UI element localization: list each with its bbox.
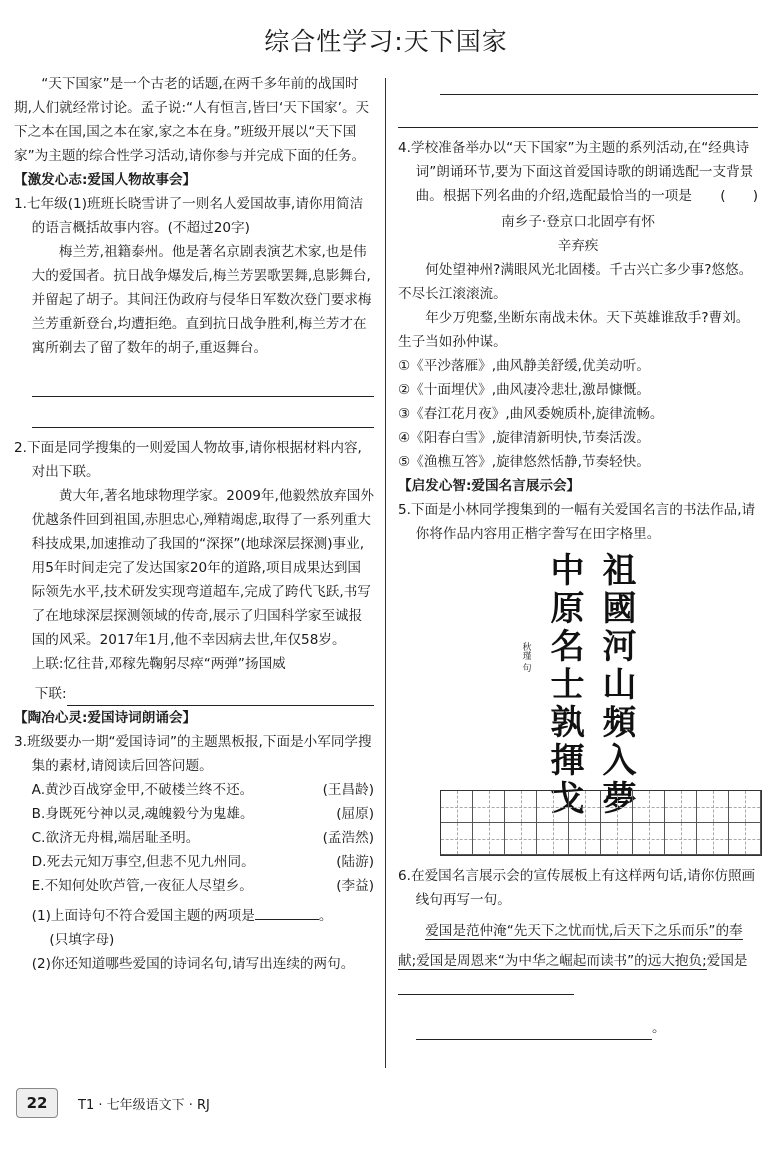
- music-option-4: ④《阳春白雪》,旋律清新明快,节奏活泼。: [398, 430, 650, 446]
- question-6-input-1[interactable]: [398, 978, 574, 995]
- couplet-upper: 上联:忆往昔,邓稼先鞠躬尽瘁“两弹”扬国威: [31, 656, 286, 672]
- question-6-line-2: 。: [398, 1016, 758, 1040]
- answer-line-q1-1[interactable]: [32, 374, 374, 397]
- question-6-input-2[interactable]: [416, 1021, 652, 1040]
- underlined-sentence-2: 爱国是周恩来“为中华之崛起而读书”的远大抱负;: [416, 953, 707, 969]
- poem-title: 南乡子·登京口北固亭有怀: [501, 214, 655, 230]
- question-4-answer-paren[interactable]: ( ): [720, 188, 758, 204]
- question-4: 4.学校准备举办以“天下国家”为主题的系列活动,在“经典诗词”朗诵环节,要为下面这首爱国诗歌的朗诵选配一支背景曲。根据下列名曲的介绍,选配最恰当的一项是 ( ): [398, 136, 758, 208]
- poem-option-c: C.欲济无舟楫,端居耻圣明。 (孟浩然): [31, 830, 374, 846]
- music-option-3: ③《春江花月夜》,曲风委婉质朴,旋律流畅。: [398, 406, 664, 422]
- underlined-sentence-1: 爱国是范仲淹“先天下之忧而忧,后天下之乐而乐”的奉献;: [398, 923, 743, 969]
- book-label: T1 · 七年级语文下 · RJ: [78, 1097, 210, 1113]
- page-title: 综合性学习:天下国家: [264, 27, 508, 56]
- question-6: 6.在爱国名言展示会的宣传展板上有这样两句话,请你仿照画线句再写一句。: [398, 868, 756, 908]
- intro-paragraph: “天下国家”是一个古老的话题,在两千多年前的战国时期,人们就经常讨论。孟子说:“人有恒言,皆曰‘天下国家’。天下之本在国,国之本在家,家之本在身。”班级开展以“天下国家”为主题的综合性学习活动,请你参与并完成下面的任务。: [14, 76, 370, 164]
- question-3-1-blank[interactable]: [255, 905, 319, 920]
- question-1: 1.七年级(1)班班长晓雪讲了一则名人爱国故事,请你用简洁的语言概括故事内容。(不超过20字): [14, 196, 364, 236]
- page-number: 22: [16, 1088, 58, 1118]
- left-column: [14, 72, 374, 976]
- answer-line-q3-2-2[interactable]: [398, 105, 758, 128]
- poem-author: 辛弃疾: [557, 238, 599, 254]
- column-divider: [385, 78, 386, 1068]
- music-option-5: ⑤《渔樵互答》,旋律悠然恬静,节奏轻快。: [398, 454, 650, 470]
- right-column: [398, 72, 758, 1040]
- section-heading-3: 【启发心智:爱国名言展示会】: [398, 478, 581, 494]
- calligraphy-column-left: 中 原 名 士 孰 揮 戈: [550, 551, 585, 819]
- poem-stanza-1: 何处望神州?满眼风光北固楼。千古兴亡多少事?悠悠。不尽长江滚滚流。: [398, 262, 753, 302]
- answer-line-q3-2-1[interactable]: [440, 72, 758, 95]
- tianzige-writing-grid[interactable]: [440, 790, 762, 856]
- music-option-2: ②《十面埋伏》,曲风凄冷悲壮,激昂慷慨。: [398, 382, 650, 398]
- poem-option-b: B.身既死兮神以灵,魂魄毅兮为鬼雄。 (屈原): [31, 806, 374, 822]
- section-heading-2: 【陶冶心灵:爱国诗词朗诵会】: [14, 710, 197, 726]
- couplet-lower-row: [14, 682, 374, 706]
- calligraphy-signature: 秋瑾 句: [520, 642, 531, 672]
- poem-option-d: D.死去元知万事空,但悲不见九州同。 (陆游): [31, 854, 374, 870]
- question-6-sentences: 爱国是范仲淹“先天下之忧而忧,后天下之乐而乐”的奉献;爱国是周恩来“为中华之崛起而读书”的远大抱负;爱国是: [398, 916, 758, 1006]
- poem-option-a: A.黄沙百战穿金甲,不破楼兰终不还。 (王昌龄): [31, 782, 374, 798]
- answer-line-q1-2[interactable]: [32, 405, 374, 428]
- question-3: 3.班级要办一期“爱国诗词”的主题黑板报,下面是小军同学搜集的素材,请阅读后回答问题。: [14, 734, 372, 774]
- couplet-lower-input[interactable]: [67, 685, 374, 706]
- question-2: 2.下面是同学搜集的一则爱国人物故事,请你根据材料内容,对出下联。: [14, 440, 362, 480]
- question-3-1: (1)上面诗句不符合爱国主题的两项是 。: [14, 904, 374, 928]
- calligraphy-artwork: [398, 551, 758, 819]
- couplet-lower-label: 下联:: [34, 686, 67, 702]
- poem-option-e: E.不知何处吹芦管,一夜征人尽望乡。 (李益): [31, 878, 374, 894]
- music-option-1: ①《平沙落雁》,曲风静美舒缓,优美动听。: [398, 358, 650, 374]
- question-2-material: 黄大年,著名地球物理学家。2009年,他毅然放弃国外优越条件回到祖国,赤胆忠心,殚精竭虑,取得了一系列重大科技成果,加速推动了我国的“深探”(地球深层探测)事业,用5年时间走完了发达国家20年的道路,项目成果达到国际领先水平,技术研发实现弯道超车,完成了跨代飞跃,书写了在地球深层探测领域的传奇,展示了归国科学家至诚报国的风采。2017年1月,他不幸因病去世,年仅58岁。: [31, 488, 374, 648]
- page-footer: [16, 1088, 210, 1118]
- question-1-material: 梅兰芳,祖籍泰州。他是著名京剧表演艺术家,也是伟大的爱国者。抗日战争爆发后,梅兰芳罢歌罢舞,息影舞台,并留起了胡子。其间汪伪政府与侵华日军数次登门要求梅兰芳重新登台,均遭拒绝。直到抗日战争胜利,梅兰芳才在寓所剃去了留了数年的胡子,重返舞台。: [31, 244, 372, 356]
- poem-stanza-2: 年少万兜鍪,坐断东南战未休。天下英雄谁敌手?曹刘。生子当如孙仲谋。: [398, 310, 750, 350]
- calligraphy-column-right: 祖 國 河 山 頻 入 夢: [602, 551, 637, 819]
- section-heading-1: 【激发心志:爱国人物故事会】: [14, 172, 197, 188]
- question-3-1-note: (只填字母): [49, 932, 115, 948]
- question-3-2: (2)你还知道哪些爱国的诗词名句,请写出连续的两句。: [31, 956, 355, 972]
- question-5: 5.下面是小林同学搜集到的一幅有关爱国名言的书法作品,请你将作品内容用正楷字誊写在田字格里。: [398, 502, 756, 542]
